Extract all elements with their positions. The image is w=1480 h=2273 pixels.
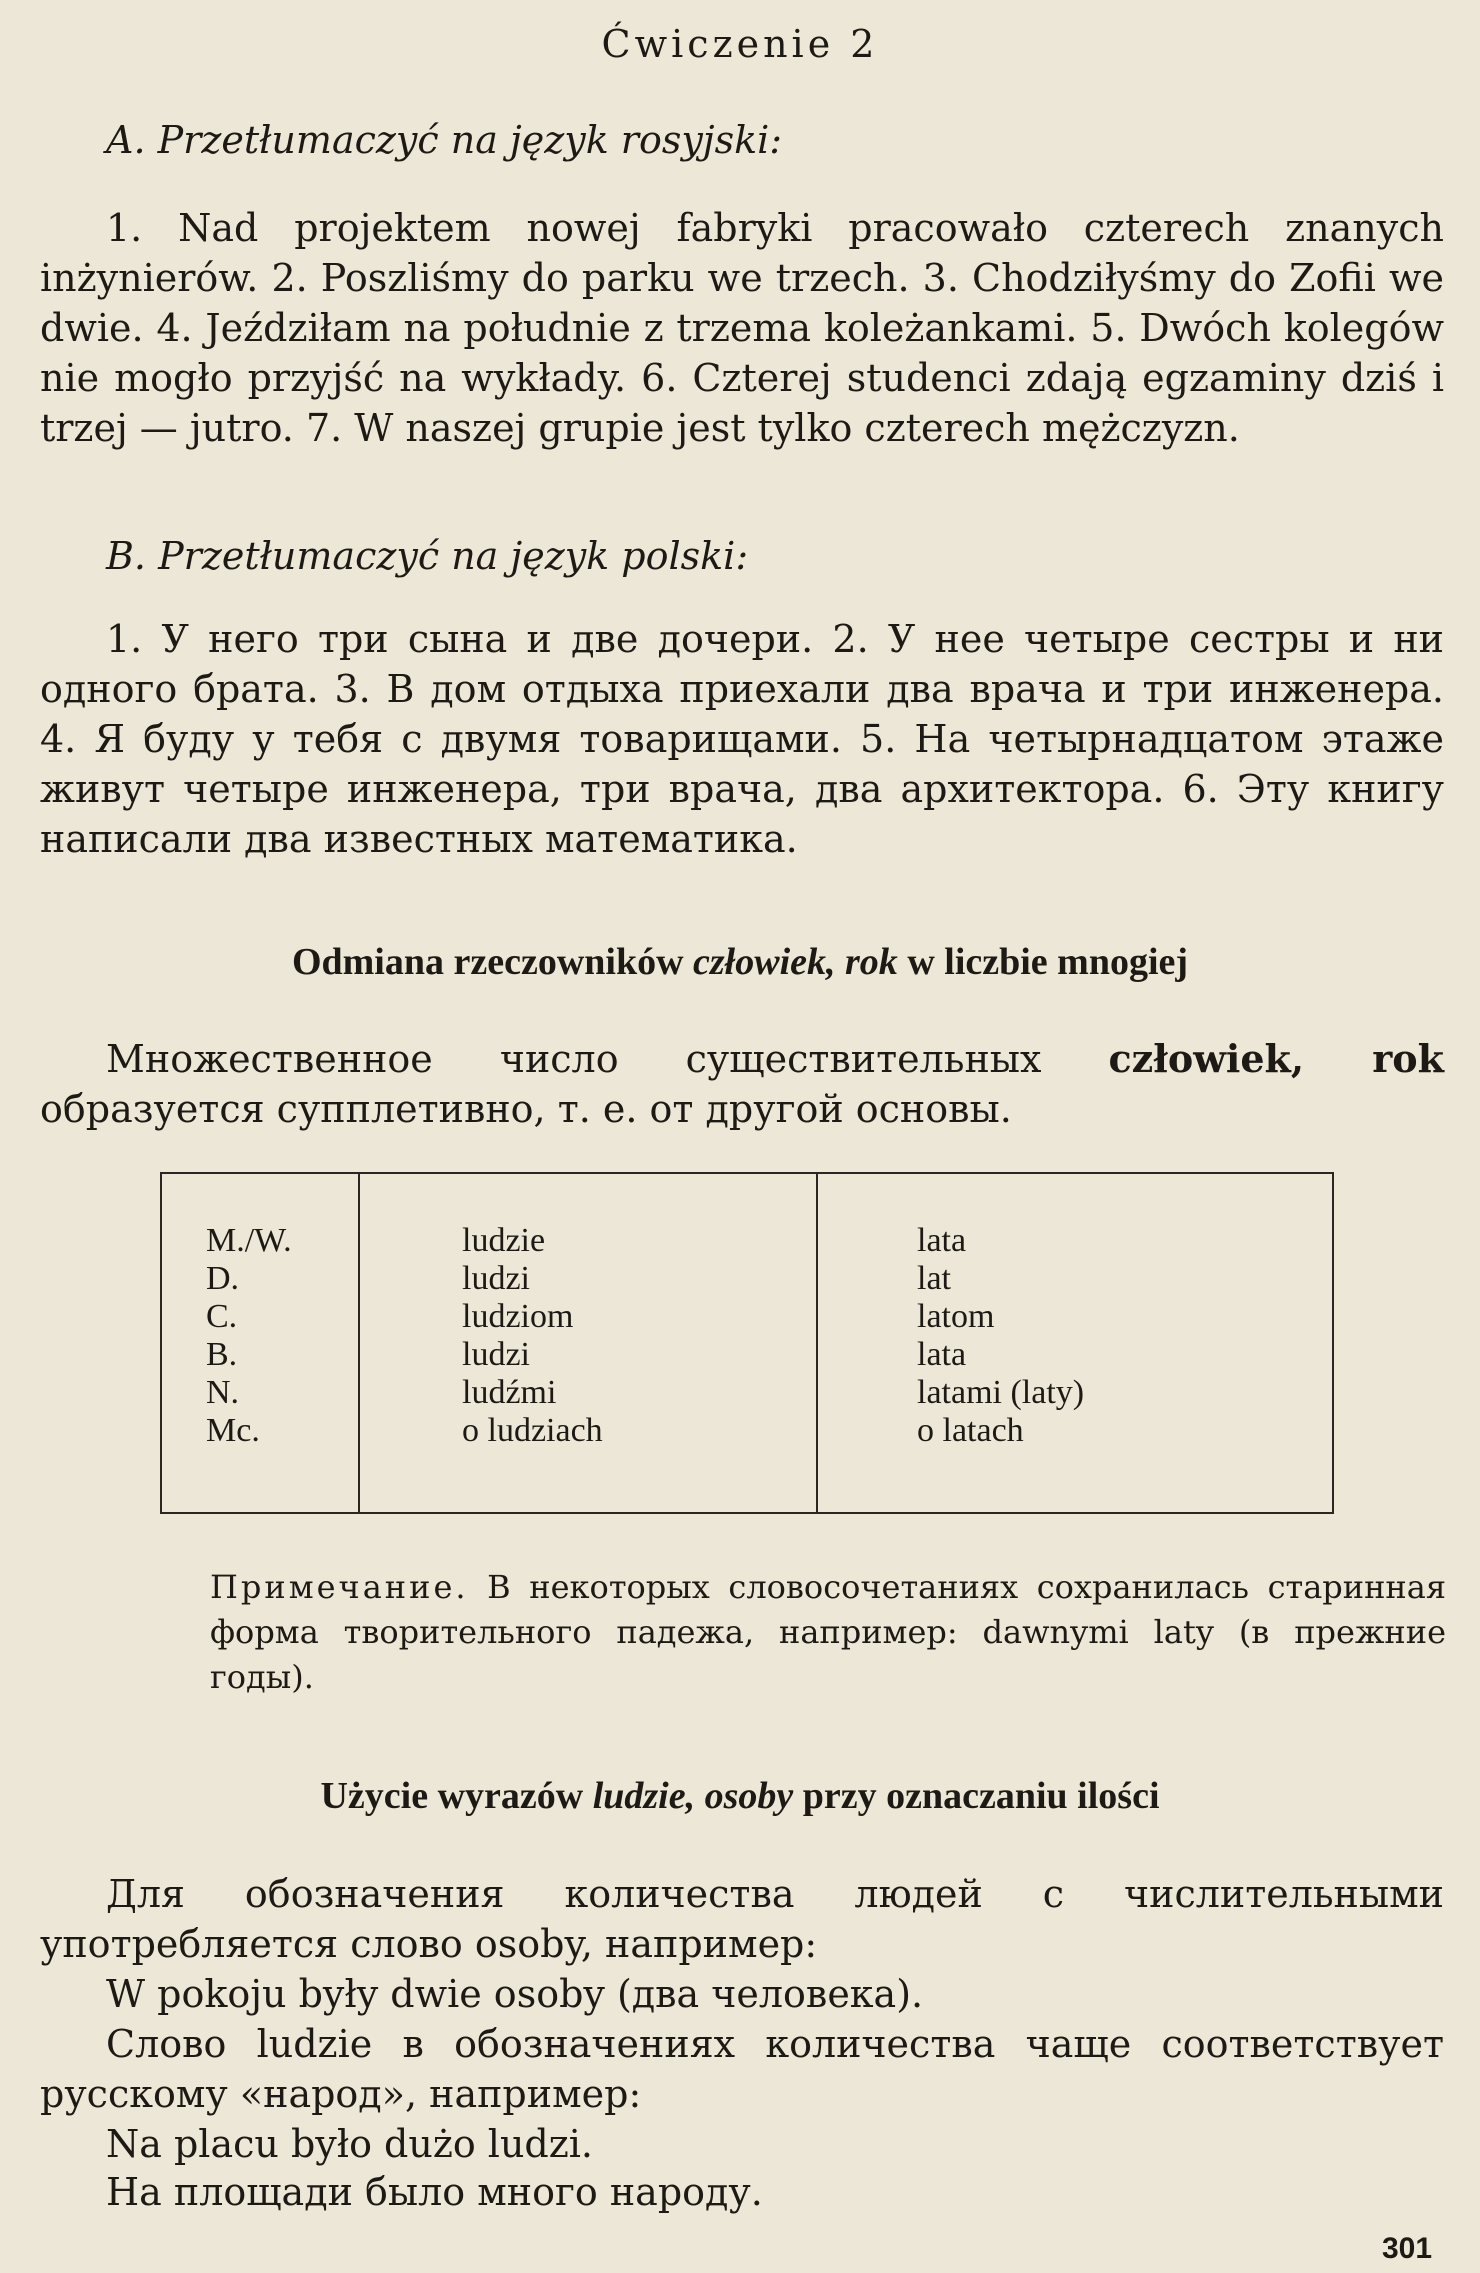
uzycie-p2: Слово ludzie в обозначениях количества чаще соответствует русскому «народ», например: xyxy=(40,2022,1444,2116)
section-b-text xyxy=(40,614,1444,864)
section-a-text xyxy=(40,203,1444,453)
table-divider-1 xyxy=(358,1174,360,1512)
odmiana-intro-pre: Множественное число существительных xyxy=(106,1037,1042,1081)
lata-form: latom xyxy=(917,1298,995,1335)
odmiana-heading xyxy=(0,940,1480,984)
note-label: Примечание. xyxy=(210,1568,469,1606)
lata-form: lata xyxy=(917,1222,967,1259)
odmiana-intro-post: образуется супплетивно, т. е. от другой основы. xyxy=(40,1087,1012,1131)
odmiana-intro xyxy=(40,1034,1444,1134)
odmiana-intro-bold: człowiek, rok xyxy=(1108,1036,1444,1081)
uzycie-heading xyxy=(0,1774,1480,1818)
ludzie-form: o ludziach xyxy=(462,1412,603,1449)
section-b-header: B. Przetłumaczyć na język polski: xyxy=(106,534,749,578)
case-label: N. xyxy=(206,1374,240,1411)
ludzie-form: ludzie xyxy=(462,1222,546,1259)
case-label: B. xyxy=(206,1336,238,1373)
uzycie-heading-pre: Użycie wyrazów xyxy=(320,1775,584,1817)
exercise-title: Ćwiczenie 2 xyxy=(601,22,879,66)
table-divider-2 xyxy=(816,1174,818,1512)
ludzie-form: ludzi xyxy=(462,1260,530,1297)
uzycie-heading-post: przy oznaczaniu ilości xyxy=(802,1775,1160,1817)
lata-form: lata xyxy=(917,1336,967,1373)
uzycie-paragraph-1 xyxy=(40,1869,1444,1969)
lata-form: latami (laty) xyxy=(917,1374,1085,1411)
lata-form: o latach xyxy=(917,1412,1024,1449)
odmiana-heading-post: w liczbie mnogiej xyxy=(907,941,1189,983)
case-label: C. xyxy=(206,1298,238,1335)
ludzie-form: ludziom xyxy=(462,1298,574,1335)
odmiana-heading-pre: Odmiana rzeczowników xyxy=(291,941,684,983)
page-number: 301 xyxy=(1382,2232,1433,2265)
declension-table xyxy=(160,1172,1334,1514)
odmiana-heading-words: człowiek, rok xyxy=(693,941,898,983)
case-label: Mc. xyxy=(206,1412,260,1449)
section-a-header: A. Przetłumaczyć na język rosyjski: xyxy=(106,118,783,162)
ludzie-form: ludźmi xyxy=(462,1374,557,1411)
section-a-paragraph: 1. Nad projektem nowej fabryki pracowało czterech znanych inżynierów. 2. Poszliśmy do parku we trzech. 3. Chodziłyśmy do Zofii we dwie. 4. Jeździłam na południe z trzema koleżankami. 5. Dwóch kolegów nie mogło przyjść na wykłady. 6. Czterej studenci zdają egzaminy dziś i trzej — jutro. 7. W naszej grupie jest tylko czterech mężczyzn. xyxy=(40,206,1444,450)
note xyxy=(210,1565,1446,1700)
note-text: В некоторых словосочетаниях сохранилась старинная форма творительного падежа, например: dawnymi laty (в прежние годы). xyxy=(210,1568,1446,1696)
section-b-paragraph: 1. У него три сына и две дочери. 2. У нее четыре сестры и ни одного брата. 3. В дом отдыха приехали два врача и три инженера. 4. Я буду у тебя с двумя товарищами. 5. На четырнадцатом этаже живут четыре инженера, три врача, два архитектора. 6. Эту книгу написали два известных математика. xyxy=(40,617,1444,861)
uzycie-paragraph-2 xyxy=(40,2019,1444,2119)
odmiana-intro-paragraph xyxy=(40,1034,1444,1134)
ludzie-form: ludzi xyxy=(462,1336,530,1373)
uzycie-example-2: Na placu było dużo ludzi. xyxy=(106,2122,594,2166)
lata-form: lat xyxy=(917,1260,951,1297)
case-label: D. xyxy=(206,1260,240,1297)
uzycie-heading-words: ludzie, osoby xyxy=(592,1775,794,1817)
case-label: M./W. xyxy=(206,1222,292,1259)
uzycie-example-1: W pokoju były dwie osoby (два человека). xyxy=(106,1972,924,2016)
uzycie-p1: Для обозначения количества людей с числительными употребляется слово osoby, например: xyxy=(40,1872,1444,1966)
uzycie-example-3: На площади было много народу. xyxy=(106,2170,763,2214)
